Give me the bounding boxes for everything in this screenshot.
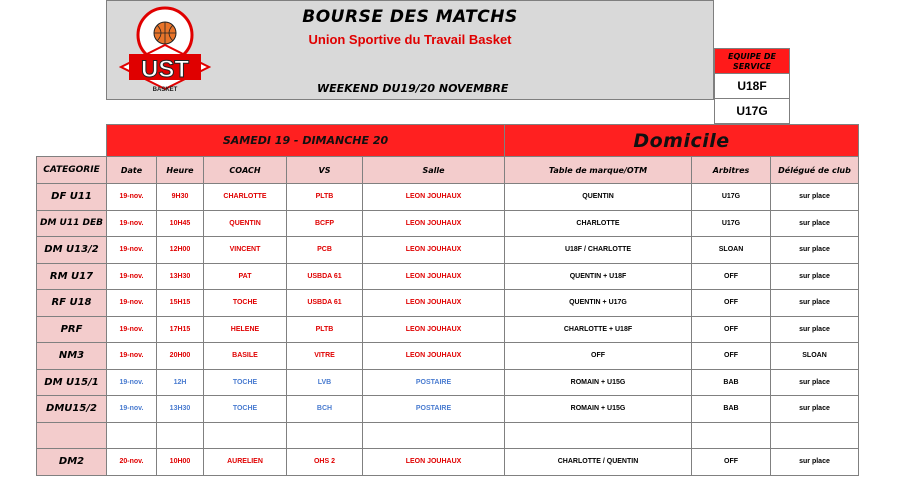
cell-table[interactable]: OFF (505, 343, 692, 370)
cell-arbitres[interactable]: BAB (692, 396, 771, 423)
cell-vs[interactable]: USBDA 61 (287, 263, 363, 290)
weekend-label: WEEKEND DU19/20 NOVEMBRE (317, 82, 509, 95)
cell-coach[interactable]: AURELIEN (204, 449, 287, 476)
cell-vs[interactable]: USBDA 61 (287, 290, 363, 317)
weekend-banner: SAMEDI 19 - DIMANCHE 20 (107, 125, 505, 157)
cell-date[interactable]: 19-nov. (107, 263, 157, 290)
cell-arbitres[interactable]: OFF (692, 343, 771, 370)
cell-categorie[interactable]: DM2 (37, 449, 107, 476)
cell-heure[interactable]: 10H00 (157, 449, 204, 476)
cell-salle[interactable]: LEON JOUHAUX (363, 290, 505, 317)
service-team-2[interactable]: U17G (714, 99, 790, 124)
cell-vs[interactable]: OHS 2 (287, 449, 363, 476)
cell-date[interactable]: 20-nov. (107, 449, 157, 476)
service-team-label: EQUIPE DE SERVICE (714, 48, 790, 74)
cell-arbitres[interactable]: OFF (692, 449, 771, 476)
cell-vs[interactable]: BCH (287, 396, 363, 423)
cell-table[interactable]: CHARLOTTE / QUENTIN (505, 449, 692, 476)
cell-heure[interactable]: 12H00 (157, 237, 204, 264)
cell-categorie[interactable]: RF U18 (37, 290, 107, 317)
svg-text:BASKET: BASKET (152, 87, 178, 93)
cell-salle[interactable]: LEON JOUHAUX (363, 263, 505, 290)
cell-table[interactable]: ROMAIN + U15G (505, 396, 692, 423)
cell-table[interactable] (505, 422, 692, 449)
cell-salle[interactable]: LEON JOUHAUX (363, 449, 505, 476)
cell-categorie[interactable]: NM3 (37, 343, 107, 370)
cell-delegue[interactable]: sur place (771, 237, 859, 264)
cell-arbitres[interactable]: BAB (692, 369, 771, 396)
table-row (37, 290, 859, 317)
table-row (37, 369, 859, 396)
cell-vs[interactable]: LVB (287, 369, 363, 396)
col-header-arbitres: Arbitres (692, 157, 771, 184)
col-header-date: Date (107, 157, 157, 184)
cell-arbitres[interactable]: OFF (692, 263, 771, 290)
cell-salle[interactable]: LEON JOUHAUX (363, 343, 505, 370)
cell-table[interactable]: ROMAIN + U15G (505, 369, 692, 396)
service-team-box (714, 48, 790, 124)
col-header-salle: Salle (363, 157, 505, 184)
cell-categorie[interactable]: PRF (37, 316, 107, 343)
header-panel (106, 0, 714, 100)
cell-heure[interactable]: 13H30 (157, 263, 204, 290)
cell-arbitres[interactable] (692, 422, 771, 449)
cell-delegue[interactable]: sur place (771, 396, 859, 423)
cell-date[interactable]: 19-nov. (107, 290, 157, 317)
cell-arbitres[interactable]: U17G (692, 210, 771, 237)
cell-heure[interactable]: 15H15 (157, 290, 204, 317)
cell-date[interactable] (107, 422, 157, 449)
cell-vs[interactable]: BCFP (287, 210, 363, 237)
cell-date[interactable]: 19-nov. (107, 343, 157, 370)
table-row (37, 237, 859, 264)
match-schedule-table (36, 124, 859, 476)
svg-text:UST: UST (141, 56, 189, 83)
cell-vs[interactable]: PLTB (287, 316, 363, 343)
cell-arbitres[interactable]: SLOAN (692, 237, 771, 264)
club-name: Union Sportive du Travail Basket (308, 32, 512, 47)
cell-heure[interactable]: 12H (157, 369, 204, 396)
cell-coach[interactable]: TOCHE (204, 396, 287, 423)
cell-salle[interactable] (363, 422, 505, 449)
cell-heure[interactable]: 20H00 (157, 343, 204, 370)
service-team-1[interactable]: U18F (714, 74, 790, 99)
cell-coach[interactable] (204, 422, 287, 449)
cell-date[interactable]: 19-nov. (107, 369, 157, 396)
cell-date[interactable]: 19-nov. (107, 237, 157, 264)
cell-delegue[interactable] (771, 422, 859, 449)
cell-table[interactable]: CHARLOTTE + U18F (505, 316, 692, 343)
cell-categorie[interactable]: RM U17 (37, 263, 107, 290)
col-header-delegue: Délégué de club (771, 157, 859, 184)
col-header-categorie: CATEGORIE (37, 157, 107, 184)
cell-delegue[interactable]: sur place (771, 369, 859, 396)
cell-coach[interactable]: QUENTIN (204, 210, 287, 237)
cell-heure[interactable]: 10H45 (157, 210, 204, 237)
domicile-banner: Domicile (505, 125, 859, 157)
table-row (37, 316, 859, 343)
match-rows (37, 184, 859, 476)
cell-table[interactable]: QUENTIN + U17G (505, 290, 692, 317)
col-header-vs: VS (287, 157, 363, 184)
cell-table[interactable]: QUENTIN (505, 184, 692, 211)
table-row (37, 422, 859, 449)
cell-coach[interactable]: TOCHE (204, 369, 287, 396)
cell-salle[interactable]: POSTAIRE (363, 396, 505, 423)
cell-salle[interactable]: LEON JOUHAUX (363, 316, 505, 343)
cell-delegue[interactable]: sur place (771, 449, 859, 476)
cell-heure[interactable]: 17H15 (157, 316, 204, 343)
cell-heure[interactable]: 13H30 (157, 396, 204, 423)
cell-salle[interactable]: LEON JOUHAUX (363, 210, 505, 237)
cell-coach[interactable]: HELENE (204, 316, 287, 343)
page-title: BOURSE DES MATCHS (302, 7, 518, 27)
cell-vs[interactable]: PLTB (287, 184, 363, 211)
table-row (37, 396, 859, 423)
cell-date[interactable]: 19-nov. (107, 316, 157, 343)
cell-delegue[interactable]: sur place (771, 316, 859, 343)
cell-salle[interactable]: POSTAIRE (363, 369, 505, 396)
cell-date[interactable]: 19-nov. (107, 210, 157, 237)
cell-delegue[interactable]: sur place (771, 290, 859, 317)
cell-vs[interactable]: VITRE (287, 343, 363, 370)
cell-categorie[interactable]: DMU15/2 (37, 396, 107, 423)
cell-heure[interactable]: 9H30 (157, 184, 204, 211)
table-row (37, 343, 859, 370)
cell-arbitres[interactable]: U17G (692, 184, 771, 211)
cell-coach[interactable]: VINCENT (204, 237, 287, 264)
cell-delegue[interactable]: sur place (771, 263, 859, 290)
cell-coach[interactable]: TOCHE (204, 290, 287, 317)
cell-categorie[interactable]: DM U13/2 (37, 237, 107, 264)
cell-coach[interactable]: CHARLOTTE (204, 184, 287, 211)
cell-table[interactable]: U18F / CHARLOTTE (505, 237, 692, 264)
cell-categorie[interactable]: DM U15/1 (37, 369, 107, 396)
cell-coach[interactable]: PAT (204, 263, 287, 290)
table-row (37, 263, 859, 290)
cell-categorie[interactable] (37, 422, 107, 449)
cell-delegue[interactable]: sur place (771, 210, 859, 237)
cell-heure[interactable] (157, 422, 204, 449)
cell-delegue[interactable]: SLOAN (771, 343, 859, 370)
cell-categorie[interactable]: DM U11 DEB (37, 210, 107, 237)
table-row (37, 184, 859, 211)
cell-vs[interactable] (287, 422, 363, 449)
col-header-coach: COACH (204, 157, 287, 184)
table-row (37, 449, 859, 476)
cell-table[interactable]: QUENTIN + U18F (505, 263, 692, 290)
cell-categorie[interactable]: DF U11 (37, 184, 107, 211)
table-row (37, 210, 859, 237)
cell-arbitres[interactable]: OFF (692, 316, 771, 343)
cell-coach[interactable]: BASILE (204, 343, 287, 370)
cell-date[interactable]: 19-nov. (107, 184, 157, 211)
cell-salle[interactable]: LEON JOUHAUX (363, 237, 505, 264)
cell-arbitres[interactable]: OFF (692, 290, 771, 317)
cell-delegue[interactable]: sur place (771, 184, 859, 211)
cell-vs[interactable]: PCB (287, 237, 363, 264)
col-header-table: Table de marque/OTM (505, 157, 692, 184)
cell-table[interactable]: CHARLOTTE (505, 210, 692, 237)
cell-salle[interactable]: LEON JOUHAUX (363, 184, 505, 211)
col-header-heure: Heure (157, 157, 204, 184)
column-header-row (37, 157, 859, 184)
cell-date[interactable]: 19-nov. (107, 396, 157, 423)
